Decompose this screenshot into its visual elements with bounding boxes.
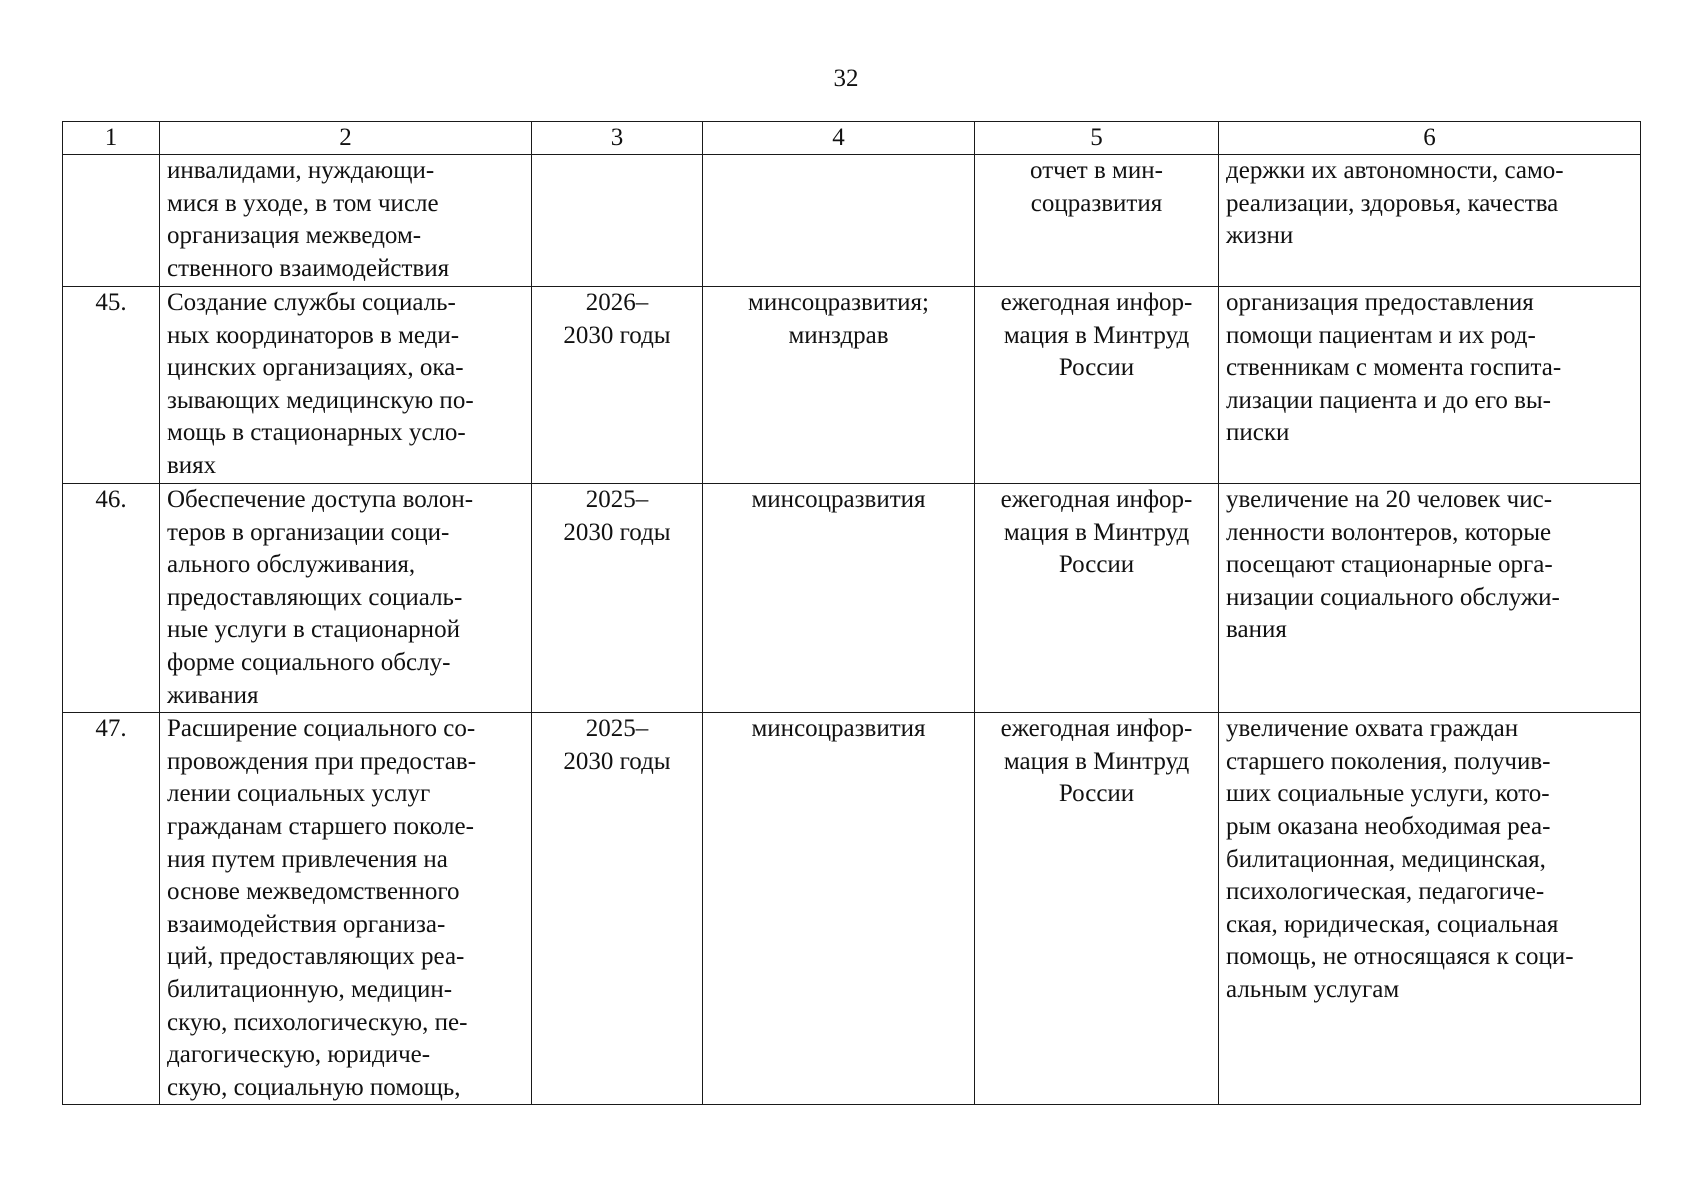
row-number: 46. <box>95 486 127 513</box>
period-text: 2026– 2030 годы <box>563 289 671 349</box>
result-cell <box>1219 287 1641 484</box>
action-cell <box>160 287 532 484</box>
table-header-row <box>63 122 1641 155</box>
result-cell <box>1219 713 1641 1105</box>
report-cell <box>975 155 1219 287</box>
report-text: отчет в мин- соцразвития <box>1030 157 1163 217</box>
action-cell <box>160 155 532 287</box>
report-text: ежегодная инфор- мация в Минтруд России <box>1000 289 1193 382</box>
report-cell <box>975 287 1219 484</box>
column-header-5: 5 <box>975 122 1219 155</box>
action-text: инвалидами, нуждающи- мися в уходе, в том числе организация межведом- ственного взаимодействия <box>167 157 450 282</box>
row-number-cell <box>63 484 160 713</box>
result-cell <box>1219 484 1641 713</box>
executor-cell <box>703 713 975 1105</box>
action-cell <box>160 484 532 713</box>
report-cell <box>975 713 1219 1105</box>
row-number: 47. <box>95 715 127 743</box>
column-header-3: 3 <box>532 122 703 155</box>
result-text: увеличение на 20 человек чис- ленности волонтеров, которые посещают стационарные орга- низации социального обслужи- вания <box>1226 486 1560 644</box>
column-header-4: 4 <box>703 122 975 155</box>
executor-cell <box>703 484 975 713</box>
row-number-cell <box>63 155 160 287</box>
period-cell <box>532 484 703 713</box>
action-text: Расширение социального со- провождения при предостав- лении социальных услуг гражданам старшего поколе- ния путем привлечения на основе межведомственного взаимодействия организа- ций, предоставляющих реа- билитационную, медицин- скую, психологическую, пе- дагогическую, юридиче- скую, социальную помощь, <box>167 715 477 1101</box>
period-cell <box>532 287 703 484</box>
action-text: Обеспечение доступа волон- теров в организации соци- ального обслуживания, предоставляющих социаль- ные услуги в стационарной форме социального обслу- живания <box>167 486 474 709</box>
table-row <box>63 484 1641 713</box>
column-header-2: 2 <box>160 122 532 155</box>
table-row <box>63 713 1641 1105</box>
period-text: 2025– 2030 годы <box>563 715 671 775</box>
report-text: ежегодная инфор- мация в Минтруд России <box>1000 715 1193 808</box>
result-text: увеличение охвата граждан старшего поколения, получив- ших социальные услуги, кото- рым оказана необходимая реа- билитационная, медицинская, психологическая, педагогиче- ская, юридическая, социальная помощь, не относящаяся к соци- альным услугам <box>1226 715 1574 1003</box>
executor-text: минсоцразвития <box>751 486 926 513</box>
report-cell <box>975 484 1219 713</box>
period-cell <box>532 713 703 1105</box>
measures-table <box>62 121 1641 1105</box>
executor-cell <box>703 155 975 287</box>
column-header-6: 6 <box>1219 122 1641 155</box>
report-text: ежегодная инфор- мация в Минтруд России <box>1000 486 1193 579</box>
column-header-1: 1 <box>63 122 160 155</box>
table-row <box>63 155 1641 287</box>
executor-cell <box>703 287 975 484</box>
action-cell <box>160 713 532 1105</box>
executor-text: минсоцразвития; минздрав <box>748 289 929 349</box>
table-row <box>63 287 1641 484</box>
result-text: держки их автономности, само- реализации, здоровья, качества жизни <box>1226 157 1564 250</box>
result-cell <box>1219 155 1641 287</box>
page-number: 32 <box>833 65 859 92</box>
action-text: Создание службы социаль- ных координаторов в меди- цинских организациях, ока- зывающих медицинскую по- мощь в стационарных усло- виях <box>167 289 474 479</box>
result-text: организация предоставления помощи пациентам и их род- ственникам с момента госпита- лизации пациента и до его вы- писки <box>1226 289 1562 447</box>
row-number: 45. <box>95 289 127 316</box>
period-cell <box>532 155 703 287</box>
executor-text: минсоцразвития <box>751 715 926 743</box>
row-number-cell <box>63 713 160 1105</box>
period-text: 2025– 2030 годы <box>563 486 671 546</box>
row-number-cell <box>63 287 160 484</box>
